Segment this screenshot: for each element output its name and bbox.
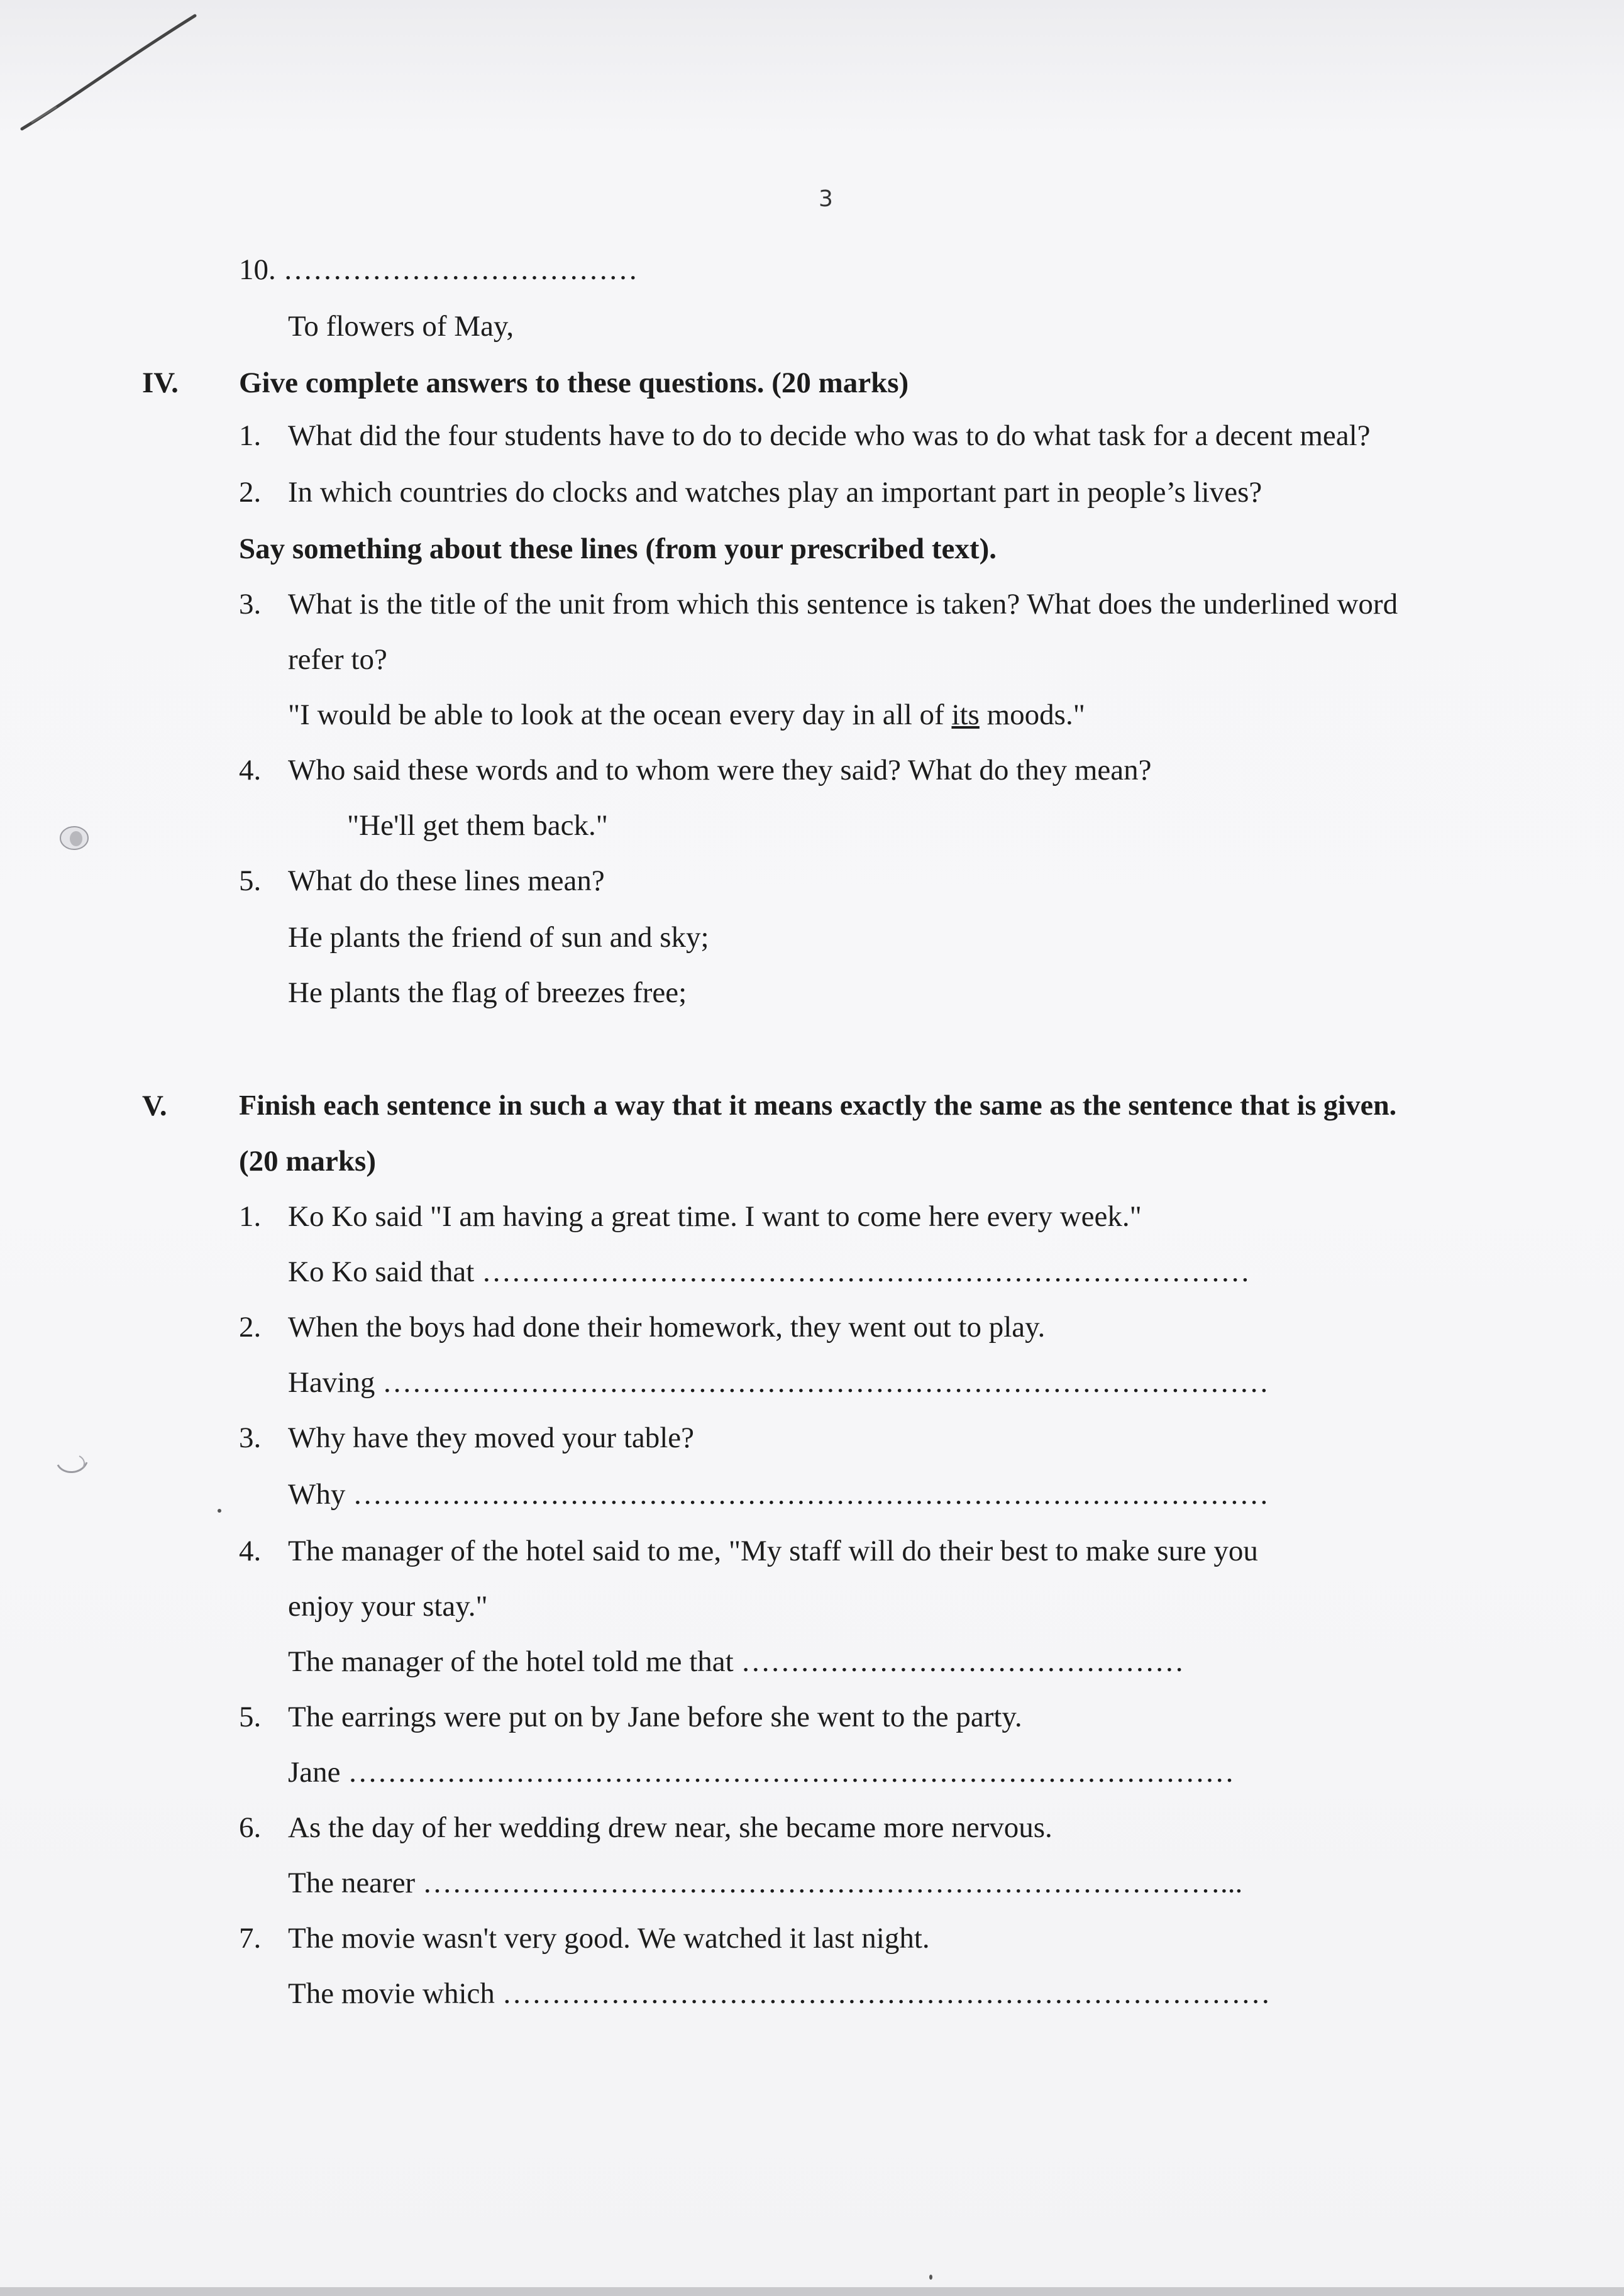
- v-item-3-prompt: Why …………………………………………………………………………………: [288, 1478, 1269, 1511]
- q3-text-1: What is the title of the unit from which this sentence is taken? What does the underlined word: [288, 588, 1398, 621]
- q4-quote: "He'll get them back.": [347, 809, 608, 842]
- v-item-4-number: 4.: [239, 1535, 262, 1567]
- page-number: 3: [819, 186, 833, 212]
- v-item-2-prompt: Having ………………………………………………………………………………: [288, 1366, 1269, 1399]
- v-item-6-number: 6.: [239, 1811, 262, 1844]
- q10-label: 10. ………………………………: [239, 253, 638, 286]
- section-v-numeral: V.: [142, 1090, 167, 1122]
- q2-number: 2.: [239, 476, 262, 509]
- scan-edge-strip: [0, 2287, 1624, 2296]
- v-item-6-sentence: As the day of her wedding drew near, she became more nervous.: [288, 1811, 1052, 1844]
- punch-hole-icon: [54, 1447, 91, 1479]
- v-item-7-number: 7.: [239, 1922, 262, 1955]
- v-item-3-sentence: Why have they moved your table?: [288, 1421, 695, 1454]
- q4-text: Who said these words and to whom were they said? What do they mean?: [288, 754, 1152, 786]
- v-item-6-prompt: The nearer ………………………………………………………………………...: [288, 1867, 1243, 1899]
- q3-quote-start: "I would be able to look at the ocean every day in all of: [288, 698, 952, 731]
- q3-quote: [288, 698, 1085, 732]
- v-item-2-sentence: When the boys had done their homework, they went out to play.: [288, 1311, 1046, 1344]
- section-v-marks: (20 marks): [239, 1145, 376, 1178]
- v-item-5-prompt: Jane ………………………………………………………………………………: [288, 1756, 1235, 1789]
- v-item-1-prompt: Ko Ko said that ……………………………………………………………………: [288, 1256, 1251, 1288]
- pen-stroke-mark: [19, 13, 207, 138]
- q3-number: 3.: [239, 588, 262, 621]
- v-item-4-sentence: The manager of the hotel said to me, "My staff will do their best to make sure you: [288, 1535, 1258, 1567]
- v-item-4-sentence-cont: enjoy your stay.": [288, 1590, 488, 1623]
- section-v-heading: Finish each sentence in such a way that it means exactly the same as the sentence that is given.: [239, 1089, 1397, 1121]
- v-item-5-number: 5.: [239, 1701, 262, 1733]
- v-item-1-sentence: Ko Ko said "I am having a great time. I want to come here every week.": [288, 1200, 1142, 1233]
- q10-line: To flowers of May,: [288, 310, 514, 343]
- v-item-2-number: 2.: [239, 1311, 262, 1344]
- v-item-5-sentence: The earrings were put on by Jane before she went to the party.: [288, 1701, 1022, 1733]
- speck-dot: [218, 1509, 221, 1513]
- section-iv-numeral: IV.: [142, 367, 179, 399]
- punch-hole-icon: [55, 822, 92, 854]
- v-item-7-sentence: The movie wasn't very good. We watched it last night.: [288, 1922, 930, 1955]
- v-item-3-number: 3.: [239, 1421, 262, 1454]
- q1-text: What did the four students have to do to decide who was to do what task for a decent meal?: [288, 419, 1371, 452]
- v-item-7-prompt: The movie which ……………………………………………………………………: [288, 1977, 1271, 2010]
- v-item-1-number: 1.: [239, 1200, 262, 1233]
- q3-quote-end: moods.": [979, 698, 1085, 731]
- q2-text: In which countries do clocks and watches play an important part in people’s lives?: [288, 476, 1262, 509]
- section-iv-heading: Give complete answers to these questions. (20 marks): [239, 367, 909, 399]
- q5-text: What do these lines mean?: [288, 864, 605, 897]
- q4-number: 4.: [239, 754, 262, 786]
- q5-poem-line-1: He plants the friend of sun and sky;: [288, 921, 709, 954]
- q5-number: 5.: [239, 864, 262, 897]
- q3-underlined-word: its: [951, 698, 980, 731]
- speck-dot: [929, 2275, 932, 2280]
- q3-text-2: refer to?: [288, 643, 387, 676]
- q5-poem-line-2: He plants the flag of breezes free;: [288, 976, 687, 1009]
- v-item-4-prompt: The manager of the hotel told me that ………………………………………: [288, 1645, 1185, 1678]
- q1-number: 1.: [239, 419, 262, 452]
- section-iv-subheading: Say something about these lines (from your prescribed text).: [239, 533, 997, 565]
